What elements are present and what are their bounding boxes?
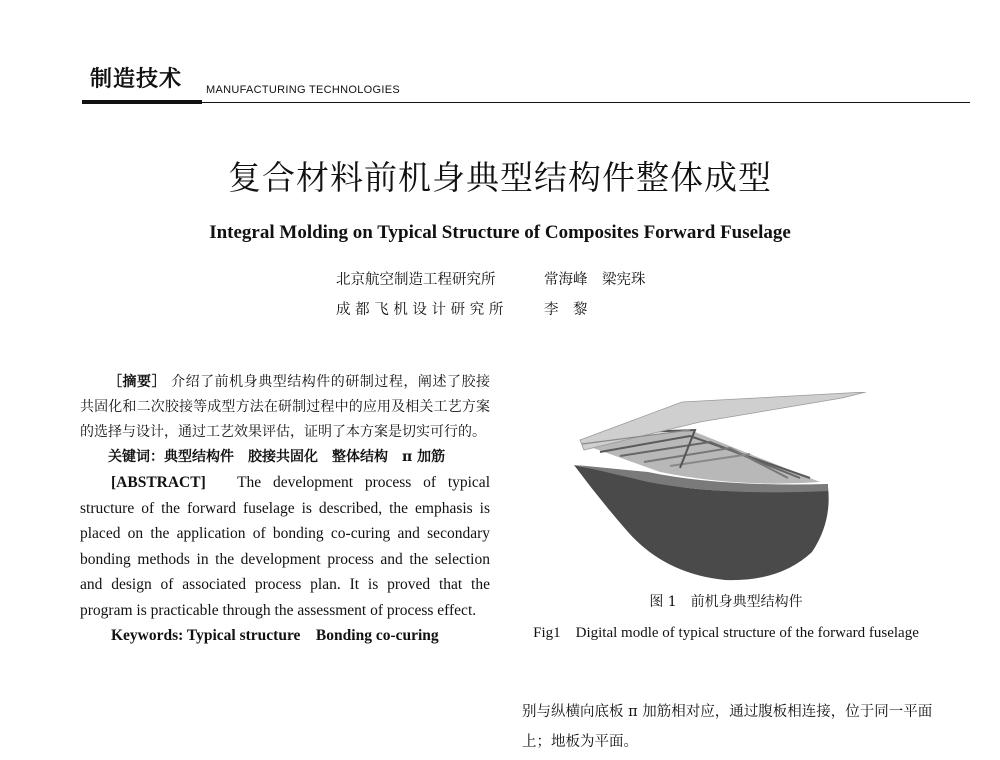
- figure-caption-en: Fig1 Digital modle of typical structure of the forward fuselage: [533, 625, 919, 641]
- left-column: [80, 370, 490, 649]
- affiliation-1: [336, 268, 646, 289]
- section-title-en: MANUFACTURING TECHNOLOGIES: [206, 84, 401, 96]
- abstract-en-text: The development process of typical structure of the forward fuselage is described, the emphasis is placed on the application of bonding co-curing and secondary bonding methods in the development process and the selection and design of associated process plan. It is proved that the program is practicable through the assessment of process effect.: [80, 474, 490, 619]
- keywords-en-text: Typical structure Bonding co-curing: [183, 627, 439, 644]
- abstract-cn-text: 介绍了前机身典型结构件的研制过程，阐述了胶接共固化和二次胶接等成型方法在研制过程中的应用及相关工艺方案的选择与设计，通过工艺效果评估，证明了本方案是切实可行的。: [80, 374, 491, 440]
- keywords-en-label: Keywords:: [111, 627, 184, 644]
- fuselage-model-image: [560, 392, 870, 582]
- abstract-en-label: [ABSTRACT]: [111, 474, 206, 491]
- abstract-cn: [80, 370, 490, 445]
- affiliation-2: [336, 298, 588, 319]
- article-title-en: Integral Molding on Typical Structure of Composites Forward Fuselage: [209, 222, 791, 243]
- affiliation-authors: 常海峰 梁宪珠: [544, 272, 646, 288]
- figure-caption-cn: 图 1 前机身典型结构件: [649, 594, 803, 610]
- affiliation-org: 成 都 飞 机 设 计 研 究 所: [336, 302, 504, 318]
- keywords-cn-text: 典型结构件 胶接共固化 整体结构 π 加筋: [164, 449, 446, 465]
- running-header: [82, 62, 970, 106]
- right-column-text: 别与纵横向底板 π 加筋相对应，通过腹板相连接，位于同一平面上；地板为平面。: [522, 704, 933, 750]
- section-title-cn: 制造技术: [90, 66, 183, 92]
- affiliation-authors: 李 黎: [544, 302, 588, 318]
- header-rule: [82, 102, 970, 103]
- keywords-en: [80, 623, 490, 649]
- abstract-en: [80, 470, 490, 623]
- article-title-cn: 复合材料前机身典型结构件整体成型: [228, 158, 772, 197]
- abstract-cn-label: ［摘要］: [108, 374, 167, 390]
- fuselage-figure: [560, 392, 870, 582]
- affiliation-org: 北京航空制造工程研究所: [336, 272, 496, 288]
- keywords-cn: [80, 445, 490, 470]
- keywords-cn-label: 关键词：: [108, 449, 164, 465]
